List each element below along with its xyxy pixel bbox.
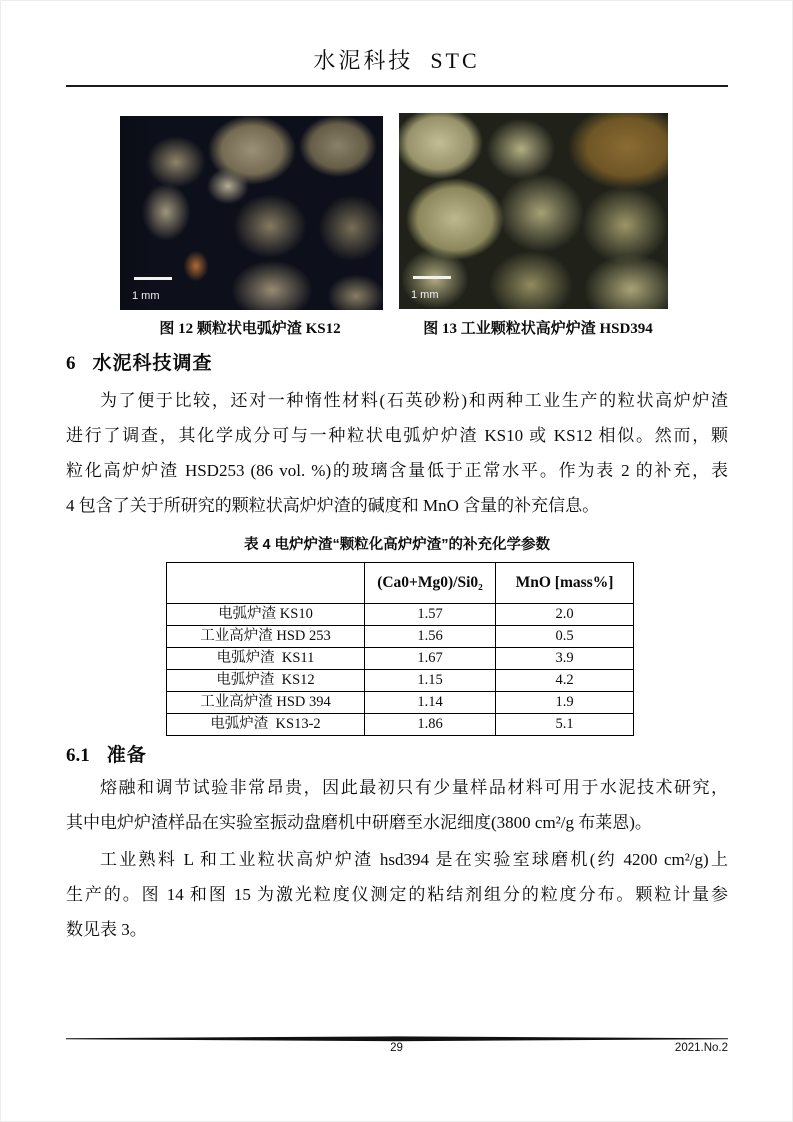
figure-12-caption: 图 12 颗粒状电弧炉渣 KS12 bbox=[159, 321, 341, 337]
table-row bbox=[167, 714, 634, 736]
paragraph-3-line-1: 工业熟料 L 和工业粒状高炉炉渣 hsd394 是在实验室球磨机(约 4200 cm²/g)上 bbox=[100, 850, 728, 869]
scale-bar bbox=[134, 277, 172, 280]
row-label: 工业高炉渣 HSD 394 bbox=[167, 692, 365, 714]
row-ratio: 1.67 bbox=[365, 648, 496, 670]
row-ratio: 1.86 bbox=[365, 714, 496, 736]
section-6-title: 水泥科技调查 bbox=[92, 353, 213, 374]
row-label: 电弧炉渣 KS11 bbox=[167, 648, 365, 670]
paragraph-3-line-2: 生产的。图 14 和图 15 为激光粒度仪测定的粘结剂组分的粒度分布。颗粒计量参 bbox=[66, 885, 728, 904]
table-row bbox=[167, 670, 634, 692]
row-label: 电弧炉渣 KS10 bbox=[167, 604, 365, 626]
header-rule bbox=[66, 85, 728, 87]
row-ratio: 1.14 bbox=[365, 692, 496, 714]
row-mno: 5.1 bbox=[496, 714, 634, 736]
row-mno: 1.9 bbox=[496, 692, 634, 714]
section-6-number: 6 bbox=[66, 353, 76, 374]
table-4-caption: 表 4 电炉炉渣“颗粒化高炉炉渣”的补充化学参数 bbox=[243, 537, 551, 553]
paragraph-1-line-4: 4 包含了关于所研究的颗粒状高炉炉渣的碱度和 MnO 含量的补充信息。 bbox=[66, 496, 600, 515]
scale-label: 1 mm bbox=[411, 289, 439, 301]
journal-header-title: 水泥科技 STC bbox=[313, 48, 480, 73]
row-mno: 4.2 bbox=[496, 670, 634, 692]
row-ratio: 1.56 bbox=[365, 626, 496, 648]
paragraph-1 bbox=[66, 383, 728, 523]
paragraph-2-line-1: 熔融和调节试验非常昂贵，因此最初只有少量样品材料可用于水泥技术研究， bbox=[100, 778, 728, 797]
scale-bar bbox=[413, 276, 451, 279]
table-header-empty bbox=[167, 563, 365, 604]
table-header-ratio: (Ca0+Mg0)/Si0₂ bbox=[365, 563, 496, 604]
issue-label: 2021.No.2 bbox=[674, 1042, 728, 1054]
row-label: 工业高炉渣 HSD 253 bbox=[167, 626, 365, 648]
table-row bbox=[167, 692, 634, 714]
table-row bbox=[167, 626, 634, 648]
paragraph-3 bbox=[66, 842, 728, 947]
table-row bbox=[167, 604, 634, 626]
paragraph-2-line-2: 其中电炉炉渣样品在实验室振动盘磨机中研磨至水泥细度(3800 cm²/g 布莱恩)。 bbox=[66, 813, 652, 832]
figure-13-photo bbox=[399, 113, 668, 309]
row-mno: 0.5 bbox=[496, 626, 634, 648]
paragraph-1-line-3: 粒化高炉炉渣 HSD253 (86 vol. %)的玻璃含量低于正常水平。作为表 2 的补充，表 bbox=[66, 461, 728, 480]
table-4 bbox=[166, 562, 634, 736]
paragraph-3-line-3: 数见表 3。 bbox=[66, 920, 147, 939]
row-label: 电弧炉渣 KS12 bbox=[167, 670, 365, 692]
row-ratio: 1.57 bbox=[365, 604, 496, 626]
row-ratio: 1.15 bbox=[365, 670, 496, 692]
section-6-heading bbox=[66, 348, 728, 375]
page-number: 29 bbox=[390, 1042, 403, 1054]
table-header-mno: MnO [mass%] bbox=[496, 563, 634, 604]
table-header-row bbox=[167, 563, 634, 604]
scale-label: 1 mm bbox=[132, 290, 160, 302]
row-label: 电弧炉渣 KS13-2 bbox=[167, 714, 365, 736]
figure-12-photo bbox=[120, 116, 383, 310]
table-row bbox=[167, 648, 634, 670]
row-mno: 2.0 bbox=[496, 604, 634, 626]
section-6-1-number: 6.1 bbox=[66, 745, 90, 766]
row-mno: 3.9 bbox=[496, 648, 634, 670]
paragraph-2 bbox=[66, 770, 728, 840]
paragraph-1-line-1: 为了便于比较，还对一种惰性材料(石英砂粉)和两种工业生产的粒状高炉炉渣 bbox=[100, 391, 728, 410]
paragraph-1-line-2: 进行了调查，其化学成分可与一种粒状电弧炉炉渣 KS10 或 KS12 相似。然而，颗 bbox=[66, 426, 728, 445]
figure-13-caption: 图 13 工业颗粒状高炉炉渣 HSD394 bbox=[423, 321, 653, 337]
section-6-1-title: 准备 bbox=[106, 745, 147, 766]
section-6-1-heading bbox=[66, 740, 728, 767]
